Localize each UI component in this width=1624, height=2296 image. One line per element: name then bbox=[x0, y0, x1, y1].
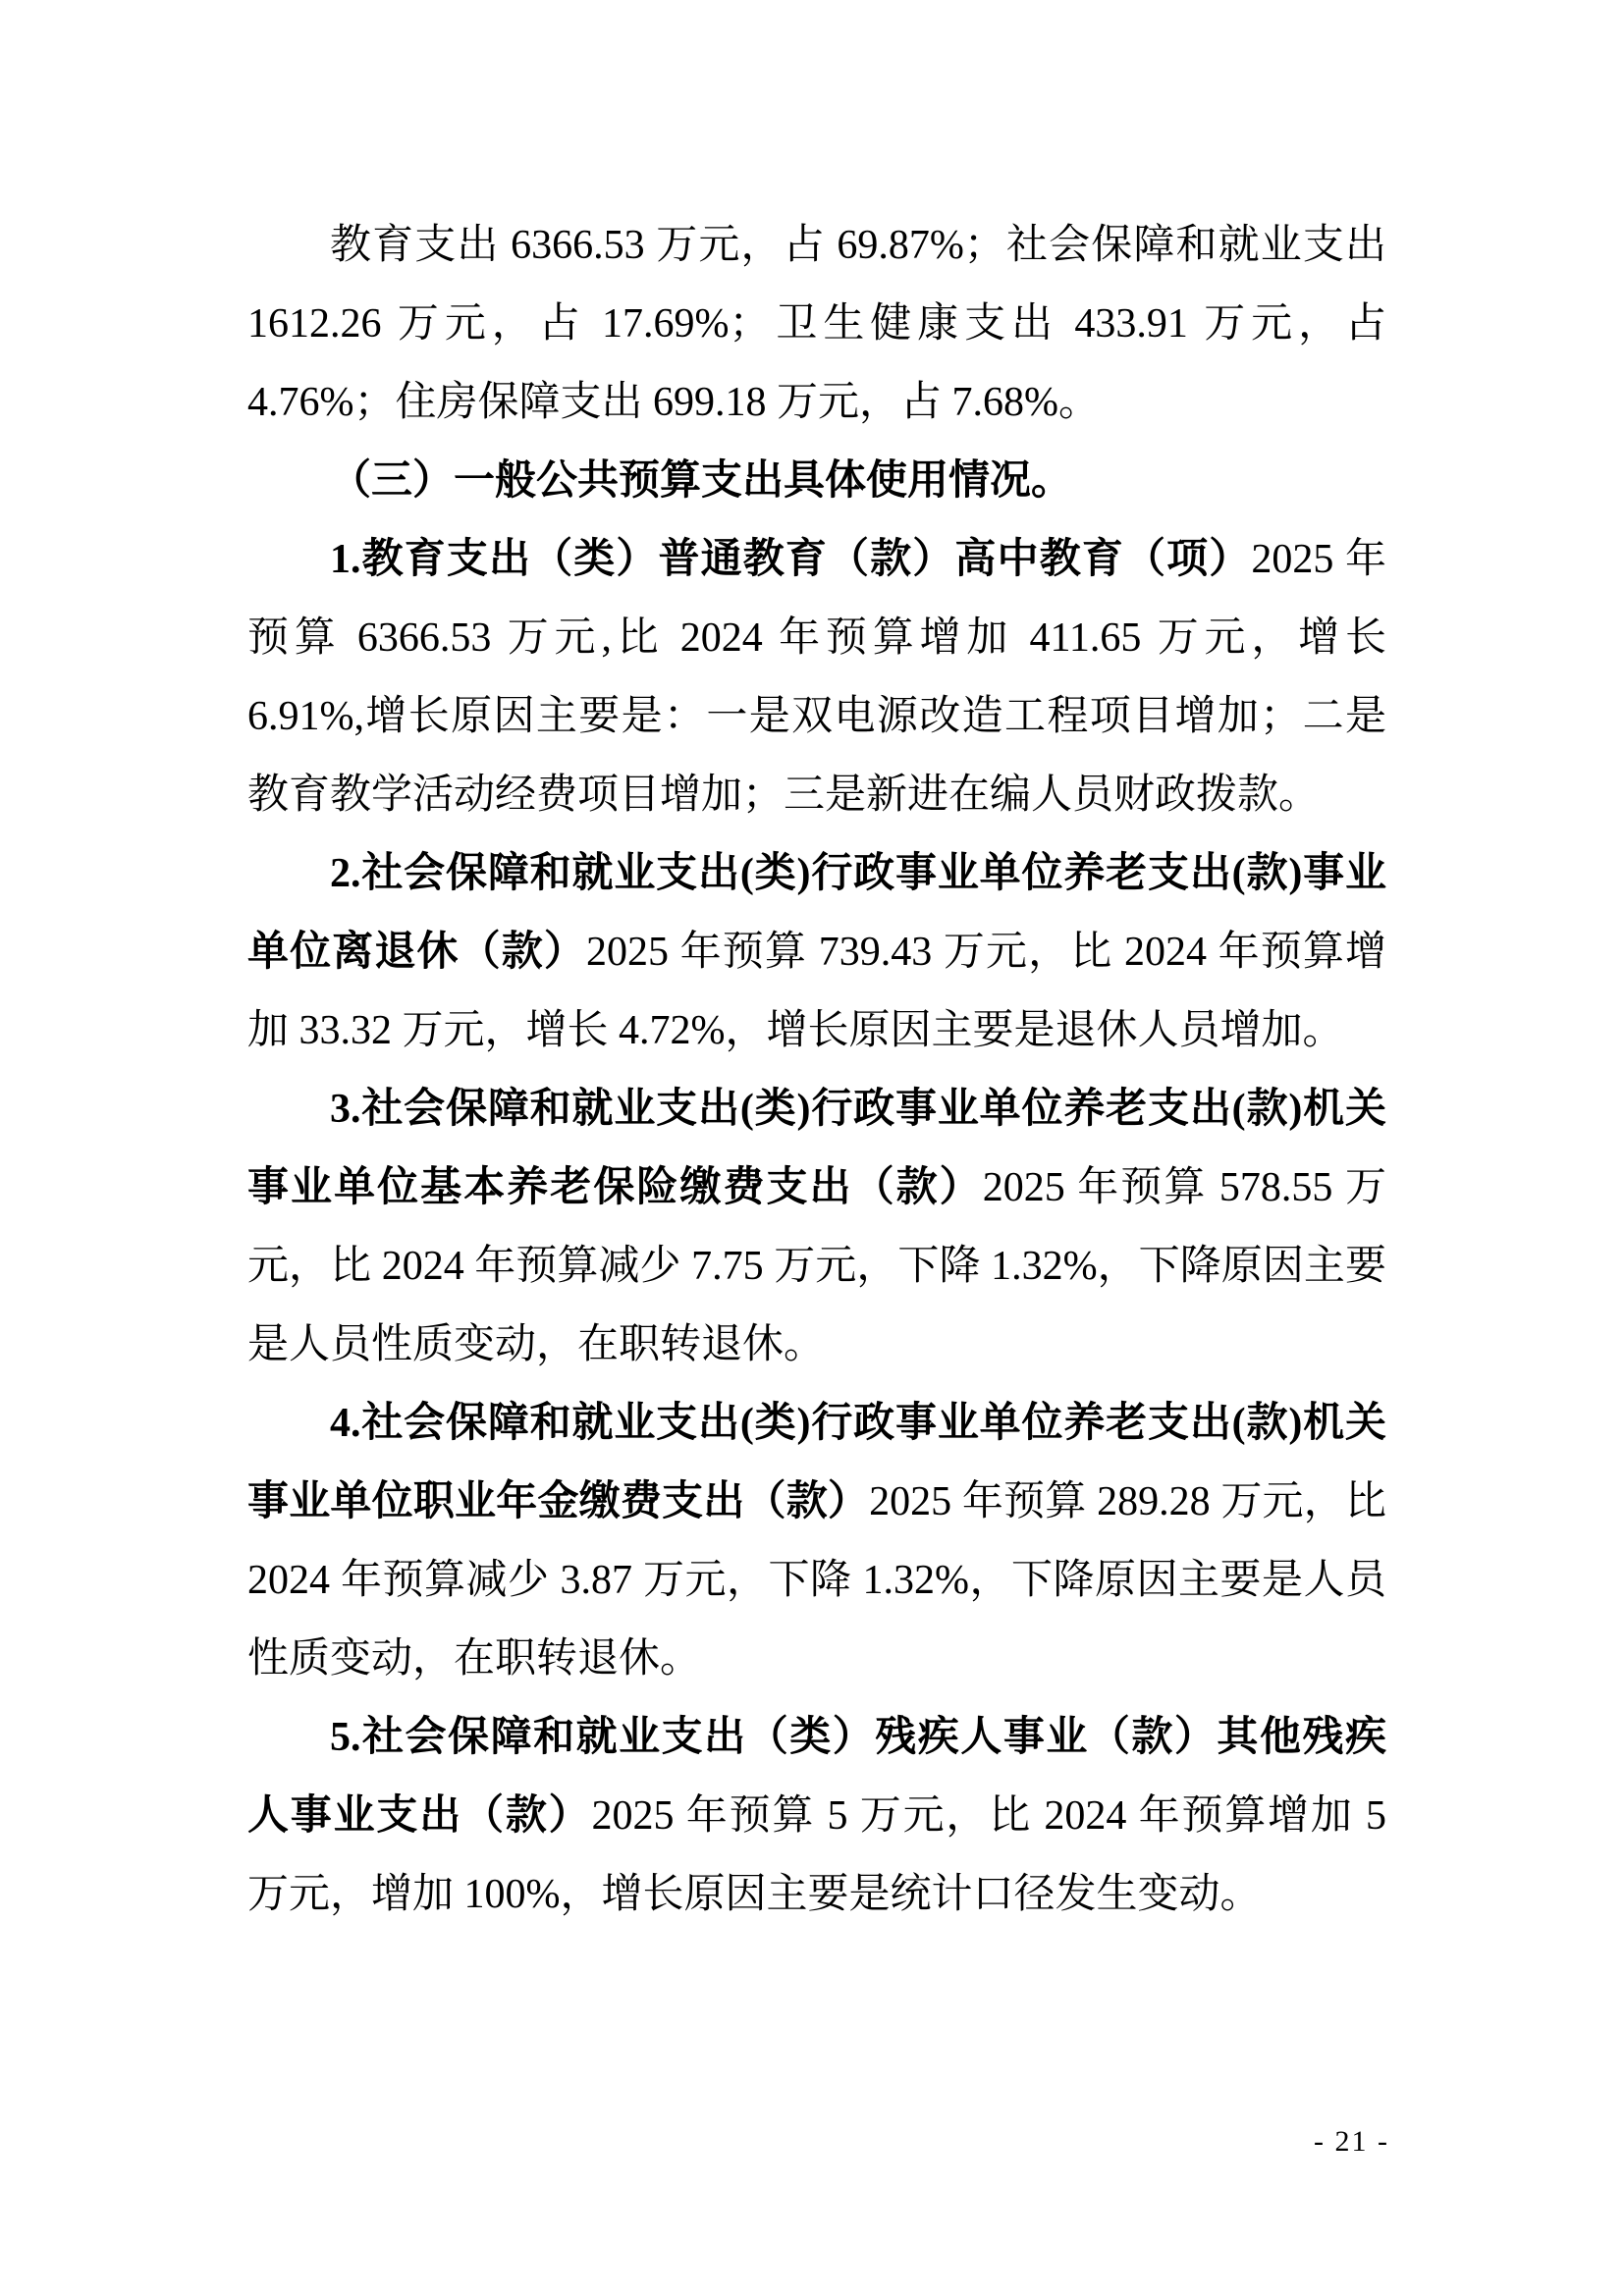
document-body bbox=[247, 206, 1386, 1934]
paragraph-expenditure-summary bbox=[247, 206, 1386, 442]
paragraph-section-heading bbox=[247, 442, 1386, 520]
text-run: 教育支出 6366.53 万元，占 69.87%；社会保障和就业支出 1612.26 万元，占 17.69%；卫生健康支出 433.91 万元，占 4.76%；住房保障支出 699.18 万元，占 7.68%。 bbox=[247, 223, 1386, 425]
paragraph-item-5 bbox=[247, 1698, 1386, 1934]
bold-text-run: 1.教育支出（类）普通教育（款）高中教育（项） bbox=[330, 537, 1252, 582]
bold-text-run: 2.社会保障和就业支出(类)行政事业单位养老支出(款)事业单位离退休（款） bbox=[247, 851, 1386, 975]
text-run: 2025 年预算 5 万元，比 2024 年预算增加 5 万元，增加 100%，增长原因主要是统计口径发生变动。 bbox=[247, 1793, 1386, 1917]
paragraph-item-2 bbox=[247, 834, 1386, 1070]
text-run: 2025 年预算 289.28 万元，比 2024 年预算减少 3.87 万元，下降 1.32%，下降原因主要是人员性质变动，在职转退休。 bbox=[247, 1479, 1386, 1682]
page-number: - 21 - bbox=[1314, 2125, 1389, 2158]
text-run: 2025 年预算 578.55 万元，比 2024 年预算减少 7.75 万元，下降 1.32%，下降原因主要是人员性质变动，在职转退休。 bbox=[247, 1165, 1386, 1367]
bold-text-run: 3.社会保障和就业支出(类)行政事业单位养老支出(款)机关事业单位基本养老保险缴费支出（款） bbox=[247, 1087, 1386, 1210]
text-run: 2025 年预算 739.43 万元，比 2024 年预算增加 33.32 万元，增长 4.72%，增长原因主要是退休人员增加。 bbox=[247, 930, 1386, 1053]
bold-text-run: （三）一般公共预算支出具体使用情况。 bbox=[330, 458, 1073, 504]
paragraphs bbox=[247, 206, 1386, 1934]
paragraph-item-1 bbox=[247, 520, 1386, 834]
text-run: 2025 年预算 6366.53 万元,比 2024 年预算增加 411.65 万元，增长 6.91%,增长原因主要是：一是双电源改造工程项目增加；二是教育教学活动经费项目增加；三是新进在编人员财政拨款。 bbox=[247, 537, 1386, 818]
bold-text-run: 5.社会保障和就业支出（类）残疾人事业（款）其他残疾人事业支出（款） bbox=[247, 1715, 1386, 1839]
bold-text-run: 4.社会保障和就业支出(类)行政事业单位养老支出(款)机关事业单位职业年金缴费支出（款） bbox=[247, 1401, 1386, 1524]
paragraph-item-4 bbox=[247, 1384, 1386, 1698]
paragraph-item-3 bbox=[247, 1070, 1386, 1384]
